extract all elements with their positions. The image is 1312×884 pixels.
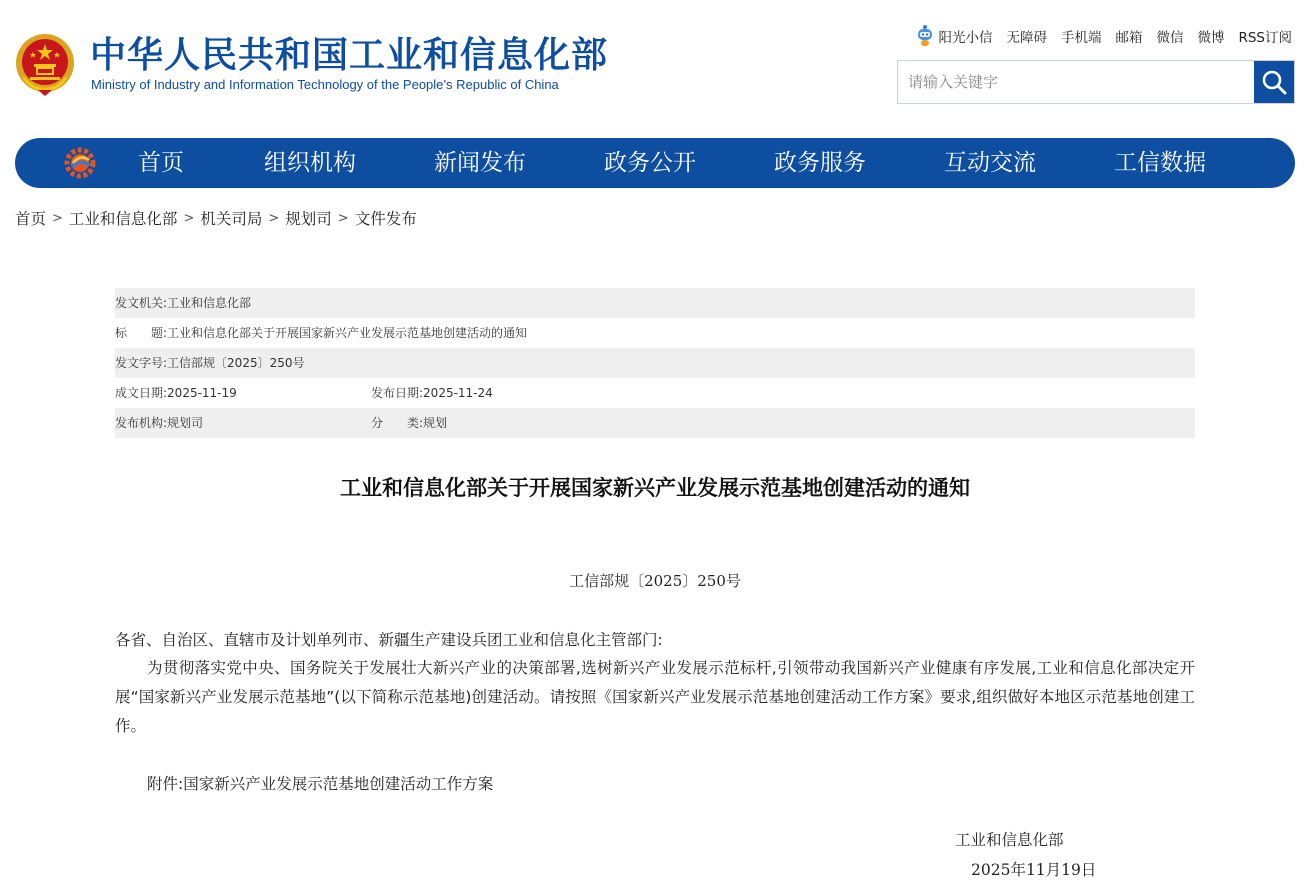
breadcrumb-planning[interactable]: 规划司 <box>285 210 332 228</box>
robot-assistant-icon <box>916 24 934 48</box>
meta-row-docno <box>115 348 1195 378</box>
top-link-accessibility[interactable]: 无障碍 <box>1006 30 1047 46</box>
meta-label: 发文机关: <box>115 296 168 310</box>
breadcrumb-separator: > <box>183 210 195 226</box>
nav-item-news[interactable]: 新闻发布 <box>434 150 526 176</box>
meta-value-org: 规划司 <box>167 416 204 430</box>
signature-date: 2025年11月19日 <box>971 861 1097 879</box>
meta-value-created: 2025-11-19 <box>167 386 237 400</box>
site-title[interactable]: 中华人民共和国工业和信息化部 <box>90 35 609 76</box>
main-nav <box>15 138 1295 188</box>
document-metadata <box>115 288 1195 438</box>
search-icon <box>1261 69 1287 95</box>
meta-row-org <box>115 408 1195 438</box>
search-button[interactable] <box>1254 61 1294 103</box>
site-header <box>0 0 1312 130</box>
top-link-wechat[interactable]: 微信 <box>1156 30 1184 46</box>
meta-value-published: 2025-11-24 <box>423 386 493 400</box>
top-link-label: 阳光小信 <box>938 30 993 46</box>
meta-value-docno: 工信部规〔2025〕250号 <box>167 356 305 370</box>
article-attachment-link[interactable]: 附件:国家新兴产业发展示范基地创建活动工作方案 <box>147 775 494 793</box>
national-emblem-icon[interactable] <box>14 32 76 96</box>
top-link-sunshine[interactable] <box>916 24 992 48</box>
meta-label: 标 题: <box>115 326 168 340</box>
breadcrumb-ministry[interactable]: 工业和信息化部 <box>68 210 178 228</box>
nav-item-services[interactable]: 政务服务 <box>774 150 866 176</box>
nav-item-home[interactable]: 首页 <box>138 150 184 176</box>
top-link-weibo[interactable]: 微博 <box>1197 30 1225 46</box>
breadcrumb-separator: > <box>52 210 63 226</box>
meta-value-title: 工业和信息化部关于开展国家新兴产业发展示范基地创建活动的通知 <box>167 326 528 340</box>
meta-label: 发布日期: <box>371 386 424 400</box>
meta-value-issuer: 工业和信息化部 <box>167 296 252 310</box>
top-links <box>916 24 1292 48</box>
article-addressee: 各省、自治区、直辖市及计划单列市、新疆生产建设兵团工业和信息化主管部门: <box>115 631 663 649</box>
signature-org: 工业和信息化部 <box>955 831 1064 849</box>
meta-label: 发文字号: <box>115 356 168 370</box>
breadcrumb-home[interactable]: 首页 <box>15 210 47 228</box>
search-box <box>897 60 1295 104</box>
article-doc-number: 工信部规〔2025〕250号 <box>569 572 741 590</box>
meta-label: 分 类: <box>371 416 424 430</box>
meta-label: 成文日期: <box>115 386 168 400</box>
nav-item-data[interactable]: 工信数据 <box>1114 150 1206 176</box>
meta-row-title <box>115 318 1195 348</box>
breadcrumb <box>15 207 417 229</box>
meta-row-issuer <box>115 288 1195 318</box>
breadcrumb-documents[interactable]: 文件发布 <box>354 210 417 228</box>
search-input[interactable] <box>898 61 1254 103</box>
meta-value-category: 规划 <box>423 416 448 430</box>
ministry-logo-icon[interactable] <box>63 146 97 180</box>
top-link-mobile[interactable]: 手机端 <box>1060 30 1102 46</box>
top-link-mail[interactable]: 邮箱 <box>1115 30 1143 46</box>
nav-item-organization[interactable]: 组织机构 <box>264 150 356 176</box>
top-link-rss[interactable]: RSS订阅 <box>1238 30 1292 46</box>
nav-item-interaction[interactable]: 互动交流 <box>944 150 1036 176</box>
site-subtitle: Ministry of Industry and Information Technology of the People’s Republic of China <box>91 77 559 92</box>
article-title: 工业和信息化部关于开展国家新兴产业发展示范基地创建活动的通知 <box>340 476 970 500</box>
breadcrumb-separator: > <box>337 210 349 226</box>
breadcrumb-departments[interactable]: 机关司局 <box>200 210 263 228</box>
nav-item-government-affairs[interactable]: 政务公开 <box>604 150 696 176</box>
meta-row-dates <box>115 378 1195 408</box>
meta-label: 发布机构: <box>115 416 168 430</box>
breadcrumb-separator: > <box>268 210 280 226</box>
article-paragraph: 为贯彻落实党中央、国务院关于发展壮大新兴产业的决策部署,选树新兴产业发展示范标杆,引领带动我国新兴产业健康有序发展,工业和信息化部决定开展“国家新兴产业发展示范基地”(以下简称示范基地)创建活动。请按照《国家新兴产业发展示范基地创建活动工作方案》要求,组织做好本地区示范基地创建工作。 <box>115 659 1195 735</box>
